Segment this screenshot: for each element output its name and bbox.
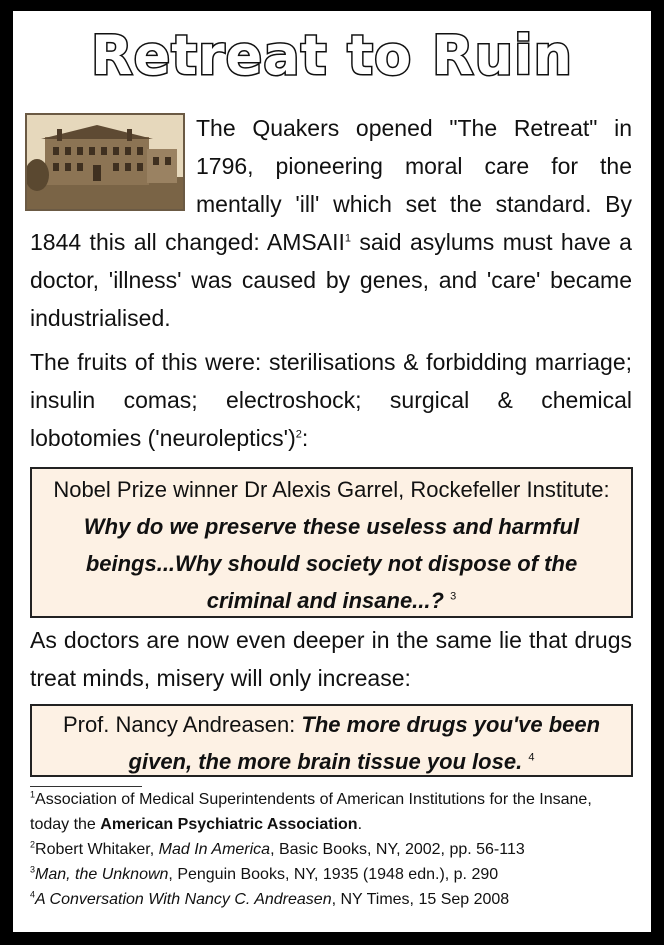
quote2-text: The more drugs you've been given, the more brain tissue you lose. [128,712,601,774]
footnote-ref-4: 4 [528,751,535,764]
fruits-paragraph [30,343,632,457]
footnote-ref-3: 3 [450,590,457,603]
photo-wrap-space [30,109,196,223]
quote1-speaker: Nobel Prize winner Dr Alexis Garrel, Rockefeller Institute: [53,477,610,502]
footnote-4: $^4$A Conversation With Nancy C. Andreasen, NY Times, 15 Sep 2008 [30,889,510,908]
fruits-text: The fruits of this were: sterilisations & forbidding marriage; insulin comas; electroshock; surgical & chemical lobotomies ('neuroleptics') [30,349,632,451]
page-title: Retreat to Ruin [90,24,573,87]
footnote-3: $^3$Man, the Unknown, Penguin Books, NY, 1935 (1948 edn.), p. 290 [30,864,499,883]
quote2-speaker: Prof. Nancy Andreasen: [62,712,302,737]
garrel-quote-box [30,467,633,618]
intro-text-2: said asylums must have a doctor, 'illness' was caused by genes, and 'care' became industrialised. [30,229,632,331]
footnote-ref-1: 1 [344,232,351,245]
card [13,11,651,932]
footnote-2: $^2$Robert Whitaker, Mad In America, Basic Books, NY, 2002, pp. 56-113 [30,839,525,858]
intro-paragraph [30,109,632,337]
andreasen-quote-box [30,704,633,777]
footnotes [30,787,634,912]
doctors-paragraph: As doctors are now even deeper in the same lie that drugs treat minds, misery will only increase: [30,627,632,691]
footnote-1: $^1$Association of Medical Superintendents of American Institutions for the Insane, today the American Psychiatric Association. [30,789,592,833]
quote1-text: Why do we preserve these useless and harmful beings...Why should society not dispose of the criminal and insane...? [83,514,580,613]
intro-text-1: The Quakers opened "The Retreat" in 1796, pioneering moral care for the mentally 'ill' which set the standard. By 1844 this all changed: AMSAII [30,115,632,255]
footnote-ref-2: 2 [295,428,302,441]
fruits-end: : [301,425,309,451]
